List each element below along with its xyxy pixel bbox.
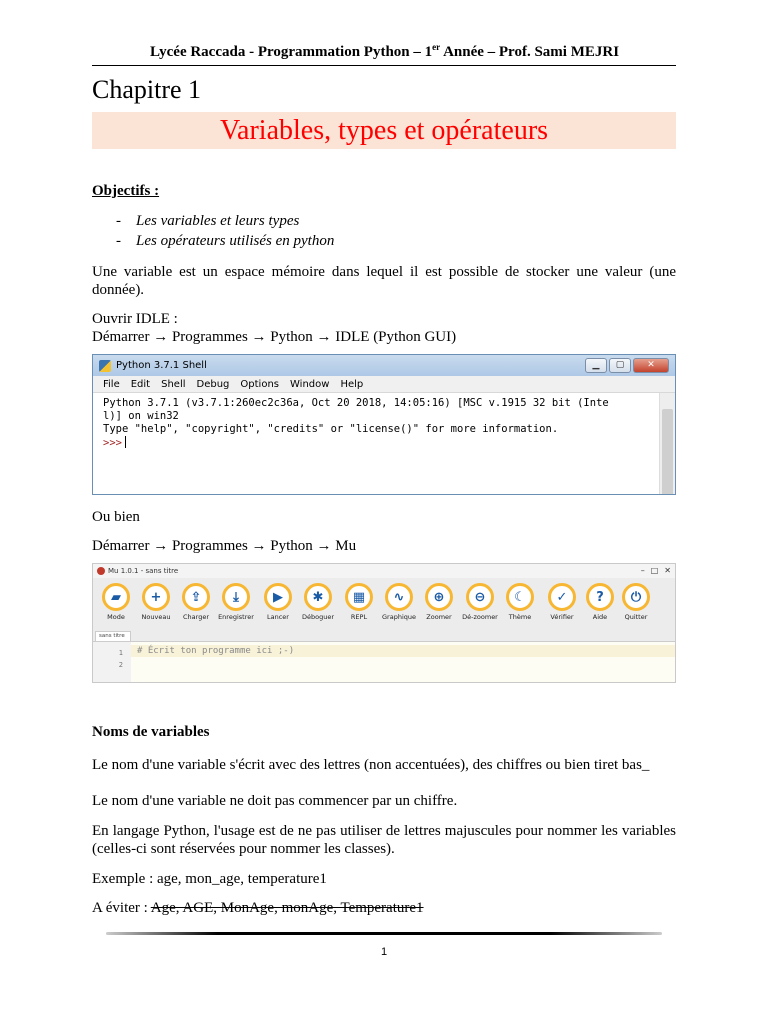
- maximize-icon[interactable]: □: [650, 566, 659, 575]
- theme-button[interactable]: ☾ Thème: [500, 580, 540, 621]
- minimize-icon[interactable]: –: [640, 566, 645, 575]
- menu-debug[interactable]: Debug: [196, 378, 230, 390]
- mu-toolbar: [93, 580, 676, 630]
- bug-icon: ✱: [304, 583, 332, 611]
- footer-rule: [106, 932, 662, 935]
- variable-names-heading: Noms de variables: [92, 724, 210, 740]
- zoom-out-icon: ⊖: [466, 583, 494, 611]
- open-idle-path: Démarrer → Programmes → Python → IDLE (Python GUI): [92, 329, 457, 345]
- keyboard-icon: ▦: [345, 583, 373, 611]
- naming-convention: En langage Python, l'usage est de ne pas utiliser de lettres majuscules pour nommer les variables (celles-ci sont réservées pour nommer les classes).: [92, 823, 676, 857]
- document-header: Lycée Raccada - Programmation Python – 1er Année – Prof. Sami MEJRI: [149, 42, 620, 60]
- objective-item: - Les opérateurs utilisés en python: [116, 233, 335, 249]
- scrollbar-thumb[interactable]: [662, 409, 673, 495]
- shell-line: Type "help", "copyright", "credits" or "license()" for more information.: [103, 423, 559, 435]
- play-icon: ▶: [264, 583, 292, 611]
- mu-window-title: Mu 1.0.1 - sans titre: [108, 567, 179, 575]
- close-icon[interactable]: ✕: [633, 358, 669, 373]
- run-button[interactable]: ▶ Lancer: [258, 580, 298, 621]
- code-editor[interactable]: [93, 641, 676, 683]
- objective-item: - Les variables et leurs types: [116, 213, 300, 229]
- moon-icon: ☾: [506, 583, 534, 611]
- close-icon[interactable]: ✕: [664, 566, 671, 575]
- new-button[interactable]: + Nouveau: [136, 580, 176, 621]
- plotter-button[interactable]: ∿ Graphique: [379, 580, 419, 621]
- idle-menubar: [93, 376, 675, 393]
- check-button[interactable]: ✓ Vérifier: [542, 580, 582, 621]
- minimize-icon[interactable]: ▁: [585, 358, 607, 373]
- objectives-heading: Objectifs :: [92, 183, 160, 199]
- maximize-icon[interactable]: ▢: [609, 358, 631, 373]
- thumbs-up-icon: ✓: [548, 583, 576, 611]
- idle-shell-window: [92, 354, 676, 495]
- shell-prompt: >>>: [103, 437, 122, 449]
- mu-logo-icon: [97, 567, 105, 575]
- zoom-in-button[interactable]: ⊕ Zoomer: [419, 580, 459, 621]
- menu-file[interactable]: File: [103, 378, 120, 390]
- load-button[interactable]: ⇪ Charger: [176, 580, 216, 621]
- chapter-title: Variables, types et opérateurs: [219, 115, 549, 146]
- editor-tab[interactable]: sans titre: [95, 631, 131, 641]
- text-cursor: [125, 436, 126, 448]
- naming-example: Exemple : age, mon_age, temperature1: [92, 871, 327, 887]
- or-else-label: Ou bien: [92, 509, 140, 525]
- menu-options[interactable]: Options: [240, 378, 279, 390]
- idle-shell-output[interactable]: [103, 397, 609, 450]
- menu-shell[interactable]: Shell: [161, 378, 186, 390]
- variable-rule-1: Le nom d'une variable s'écrit avec des lettres (non accentuées), des chiffres ou bien tiret bas_: [92, 757, 650, 773]
- python-icon: [99, 360, 111, 372]
- objectives-list: [116, 211, 334, 251]
- plus-icon: +: [142, 583, 170, 611]
- avoid-examples: Age, AGE, MonAge, monAge, Temperature1: [150, 900, 424, 916]
- pulse-icon: ∿: [385, 583, 413, 611]
- shell-line: Python 3.7.1 (v3.7.1:260ec2c36a, Oct 20 2018, 14:05:16) [MSC v.1915 32 bit (Inte: [103, 397, 609, 409]
- mu-window-controls: [641, 566, 671, 575]
- upload-icon: ⇪: [182, 583, 210, 611]
- variable-rule-2: Le nom d'une variable ne doit pas commencer par un chiffre.: [92, 793, 458, 809]
- chapter-label: Chapitre 1: [92, 75, 202, 104]
- line-number-gutter: 1 2: [93, 642, 131, 683]
- idle-scrollbar[interactable]: [659, 393, 675, 494]
- save-button[interactable]: ⤓ Enregistrer: [216, 580, 256, 621]
- header-rule: [92, 65, 676, 66]
- zoom-out-button[interactable]: ⊖ Dé-zoomer: [460, 580, 500, 621]
- naming-avoid: A éviter : Age, AGE, MonAge, monAge, Temperature1: [92, 900, 424, 916]
- idle-window-title: Python 3.7.1 Shell: [116, 360, 207, 371]
- idle-window-controls: [585, 358, 669, 373]
- quit-button[interactable]: ⏻ Quitter: [616, 580, 656, 621]
- code-comment: # Écrit ton programme ici ;-): [137, 646, 295, 656]
- help-icon: ?: [586, 583, 614, 611]
- mode-button[interactable]: ▰ Mode: [96, 580, 136, 621]
- menu-window[interactable]: Window: [290, 378, 330, 390]
- shell-line: l)] on win32: [103, 410, 179, 422]
- mode-icon: ▰: [102, 583, 130, 611]
- mu-editor-window: [92, 563, 676, 683]
- repl-button[interactable]: ▦ REPL: [339, 580, 379, 621]
- open-mu-path: Démarrer → Programmes → Python → Mu: [92, 538, 357, 554]
- shell-prompt-line: [103, 436, 609, 450]
- power-icon: ⏻: [622, 583, 650, 611]
- mu-titlebar: [93, 564, 675, 578]
- zoom-in-icon: ⊕: [425, 583, 453, 611]
- debug-button[interactable]: ✱ Déboguer: [298, 580, 338, 621]
- page-number: 1: [380, 946, 388, 958]
- menu-edit[interactable]: Edit: [130, 378, 151, 390]
- menu-help[interactable]: Help: [340, 378, 364, 390]
- help-button[interactable]: ? Aide: [580, 580, 620, 621]
- intro-paragraph: Une variable est un espace mémoire dans lequel il est possible de stocker une valeur (une donnée).: [92, 264, 676, 298]
- download-icon: ⤓: [222, 583, 250, 611]
- open-idle-label: Ouvrir IDLE :: [92, 311, 178, 327]
